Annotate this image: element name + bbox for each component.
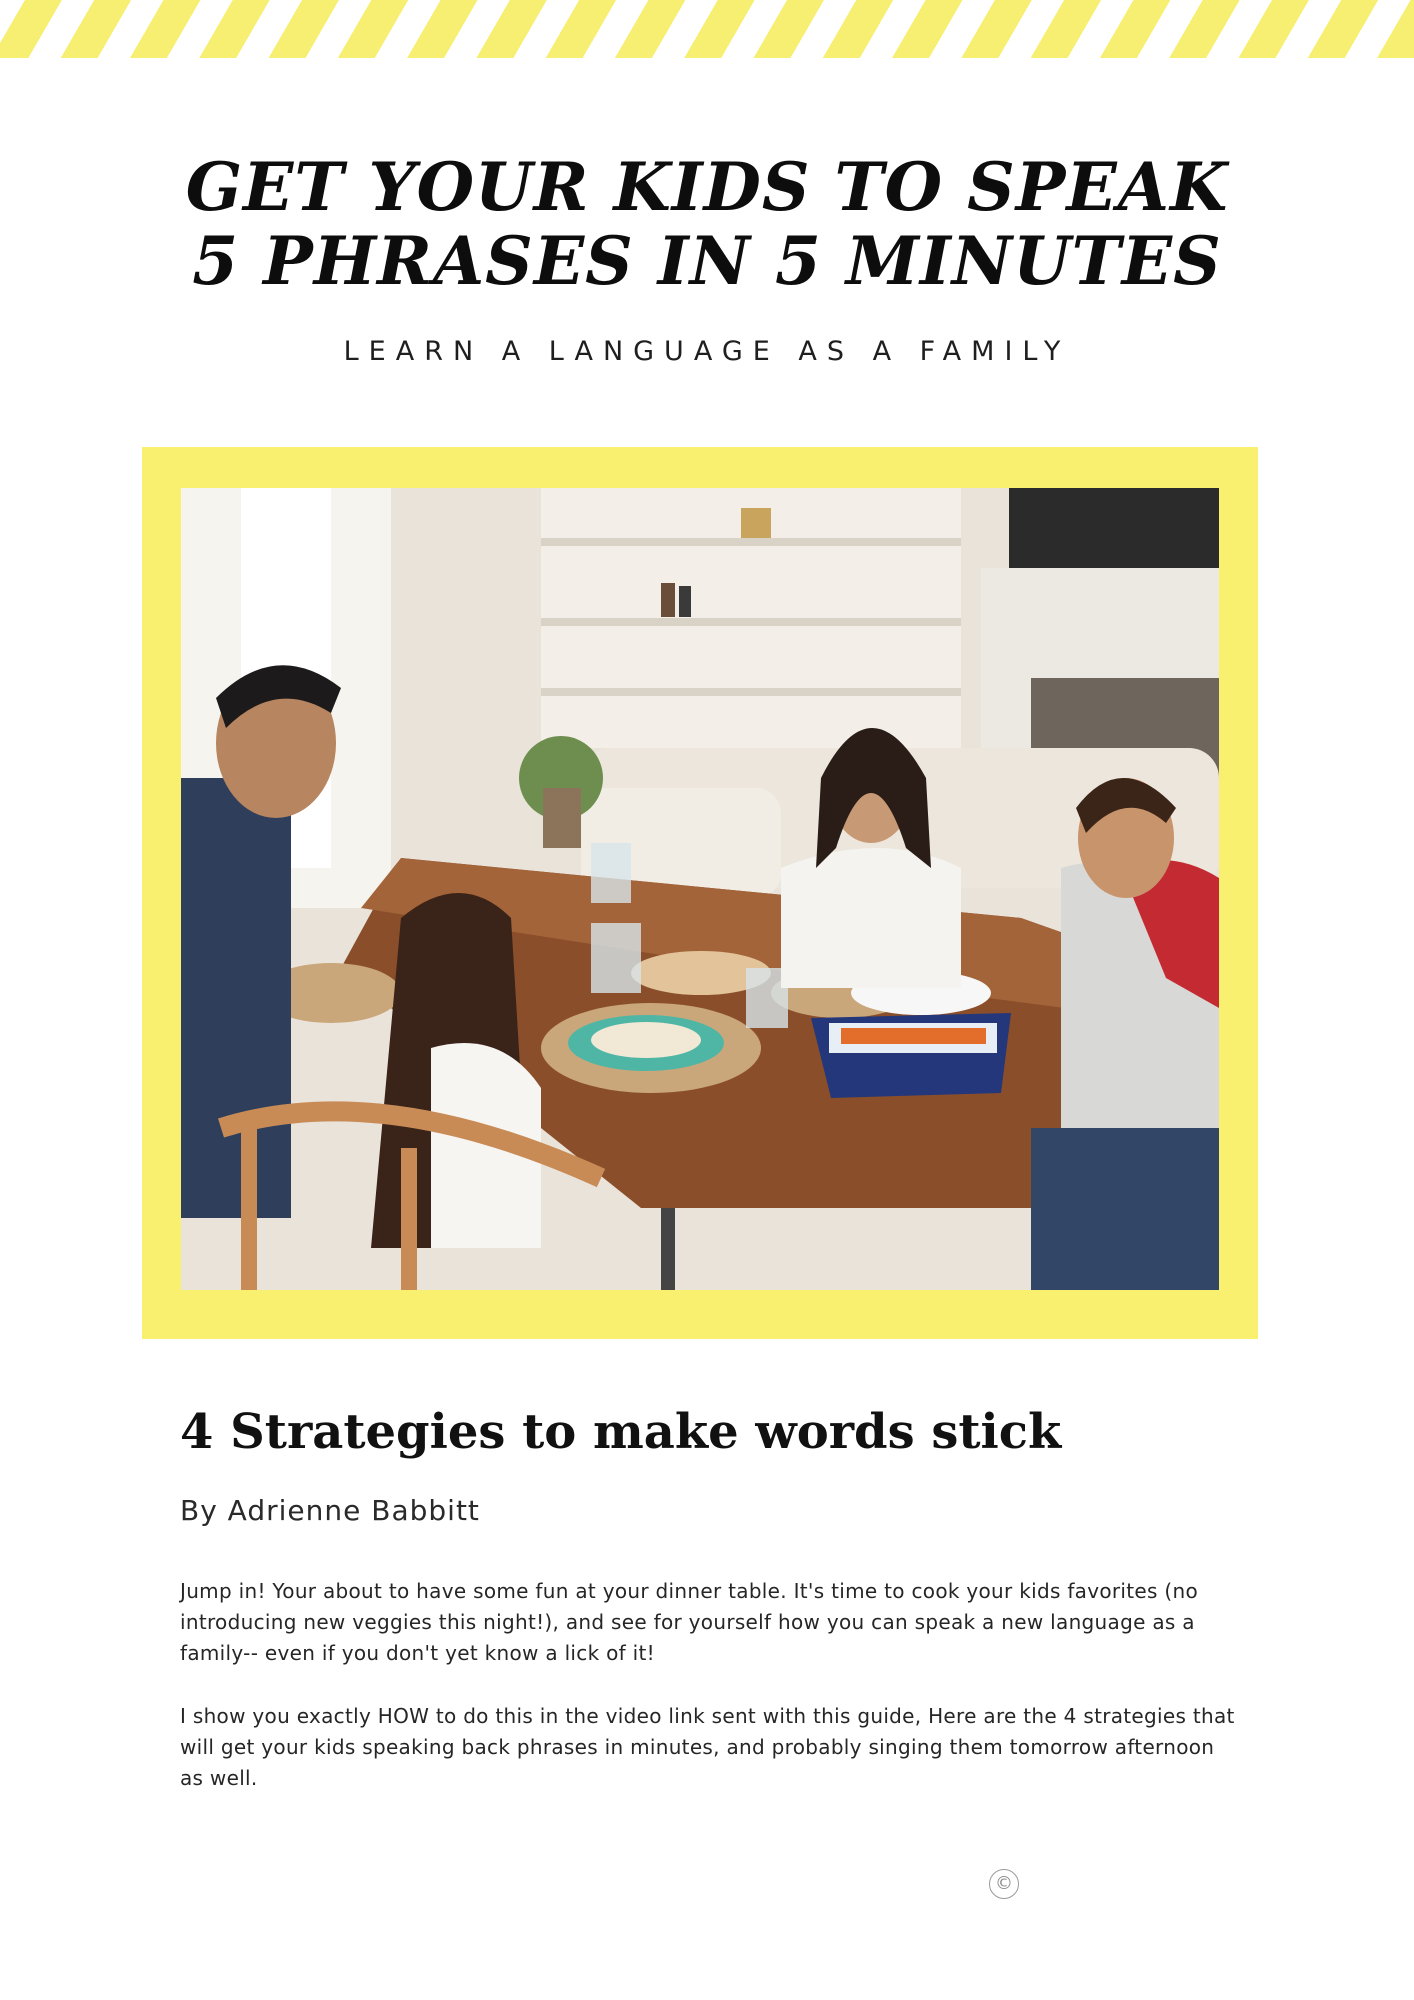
diagonal-stripe-band: [0, 0, 1414, 58]
strategies-paragraph: I show you exactly HOW to do this in the video link sent with this guide, Here are the 4 strategies that will get your kids speaking back phrases in minutes, and probably singing them tomorrow afternoon as well.: [180, 1704, 1235, 1790]
copyright-icon: ©: [989, 1869, 1019, 1899]
page-title: [0, 150, 1414, 298]
title-line-1: GET YOUR KIDS TO SPEAK: [185, 148, 1229, 226]
author-byline: By Adrienne Babbitt: [180, 1494, 480, 1527]
intro-paragraph: Jump in! Your about to have some fun at your dinner table. It's time to cook your kids favorites (no introducing new veggies this night!), and see for yourself how you can speak a new language as a family-- even if you don't yet know a lick of it!: [180, 1579, 1199, 1665]
page-subtitle: LEARN A LANGUAGE AS A FAMILY: [343, 336, 1071, 367]
title-line-2: 5 PHRASES IN 5 MINUTES: [192, 222, 1222, 300]
article-heading: 4 Strategies to make words stick: [180, 1404, 1062, 1460]
photo-frame: [142, 447, 1258, 1339]
family-dinner-photo: [181, 488, 1219, 1290]
